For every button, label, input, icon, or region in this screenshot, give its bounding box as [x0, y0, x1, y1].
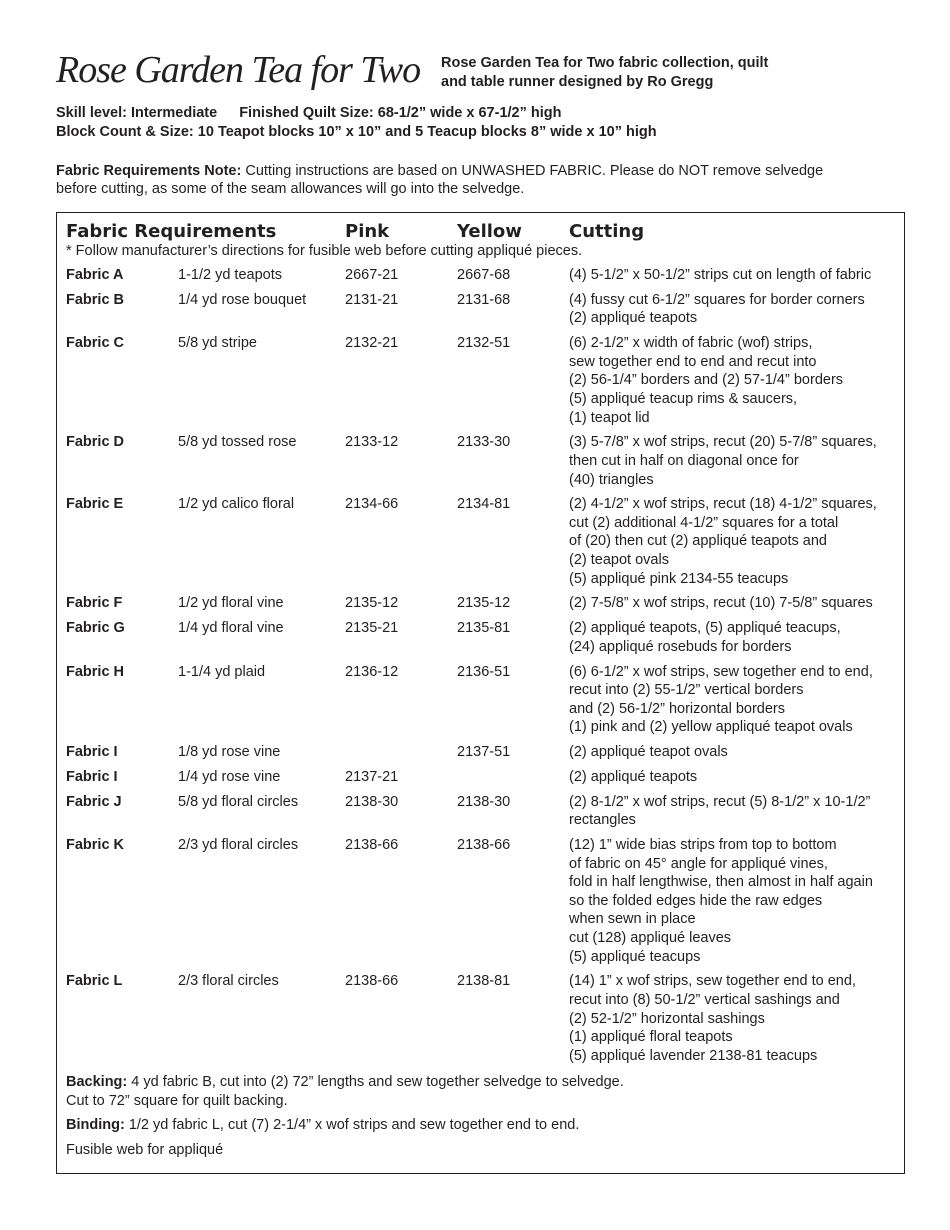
- cutting-line: (2) 4-1/2” x wof strips, recut (18) 4-1/2” squares,: [569, 496, 877, 513]
- cutting-line: then cut in half on diagonal once for: [569, 452, 799, 469]
- cutting-instructions: [569, 743, 904, 762]
- fabric-description: 2/3 floral circles: [178, 973, 279, 990]
- cutting-line: cut (128) appliqué leaves: [569, 930, 732, 947]
- yellow-sku: 2135-12: [457, 595, 511, 612]
- pink-sku: 2138-66: [345, 973, 399, 990]
- yellow-sku: 2138-30: [457, 793, 511, 810]
- cutting-instructions: [569, 972, 904, 1065]
- fabric-name: Fabric H: [66, 663, 125, 680]
- backing-line-2: Cut to 72” square for quilt backing.: [66, 1092, 288, 1109]
- cutting-line: (6) 6-1/2” x wof strips, sew together end to end,: [569, 663, 873, 680]
- note-line-2: before cutting, as some of the seam allowances will go into the selvedge.: [56, 181, 525, 197]
- table-row: [57, 619, 904, 656]
- fabric-description: 1/8 yd rose vine: [178, 744, 281, 761]
- table-row: [57, 594, 904, 613]
- cutting-instructions: [569, 291, 904, 328]
- table-rows: [57, 266, 904, 1072]
- block-count: Block Count & Size: 10 Teapot blocks 10” x 10” and 5 Teacup blocks 8” wide x 10” high: [56, 124, 657, 140]
- fabric-description: 5/8 yd stripe: [178, 335, 257, 352]
- yellow-sku: 2133-30: [457, 434, 511, 451]
- yellow-sku: 2134-81: [457, 496, 511, 513]
- pink-sku: 2135-12: [345, 595, 399, 612]
- table-row: [57, 663, 904, 737]
- cutting-line: recut into (2) 55-1/2” vertical borders: [569, 682, 804, 699]
- cutting-line: (2) 8-1/2” x wof strips, recut (5) 8-1/2” x 10-1/2”: [569, 793, 871, 810]
- cutting-line: and (2) 56-1/2” horizontal borders: [569, 700, 786, 717]
- cutting-line: (1) pink and (2) yellow appliqué teapot ovals: [569, 719, 853, 736]
- note-text: Cutting instructions are based on UNWASHED FABRIC. Please do NOT remove selvedge: [241, 163, 824, 179]
- pink-sku: 2138-30: [345, 793, 399, 810]
- fabric-name: Fabric C: [66, 335, 125, 352]
- tagline: [441, 54, 881, 92]
- fabric-description: 1/4 yd rose vine: [178, 768, 281, 785]
- cutting-line: (24) appliqué rosebuds for borders: [569, 638, 792, 655]
- table-row: [57, 768, 904, 787]
- table-row: [57, 836, 904, 966]
- pink-sku: 2133-12: [345, 434, 399, 451]
- pink-sku: 2134-66: [345, 496, 399, 513]
- cutting-line: (1) appliqué floral teapots: [569, 1029, 733, 1046]
- table-row: [57, 495, 904, 588]
- fusible-subnote: * Follow manufacturer’s directions for fusible web before cutting appliqué pieces.: [66, 243, 583, 259]
- note-label: Fabric Requirements Note:: [56, 163, 242, 179]
- binding-text: 1/2 yd fabric L, cut (7) 2-1/4” x wof strips and sew together end to end.: [124, 1117, 580, 1133]
- yellow-sku: 2135-81: [457, 620, 511, 637]
- cutting-instructions: [569, 793, 904, 830]
- cutting-line: (2) appliqué teapots: [569, 768, 698, 785]
- cutting-line: (5) appliqué lavender 2138-81 teacups: [569, 1047, 818, 1064]
- cutting-line: (6) 2-1/2” x width of fabric (wof) strips,: [569, 335, 813, 352]
- cutting-line: (2) 52-1/2” horizontal sashings: [569, 1010, 765, 1027]
- table-row: [57, 433, 904, 489]
- script-title: Rose Garden Tea for Two: [56, 49, 421, 91]
- fabric-description: 1/4 yd floral vine: [178, 620, 284, 637]
- pink-sku: 2135-21: [345, 620, 399, 637]
- cutting-line: when sewn in place: [569, 911, 696, 928]
- fabric-description: 1/4 yd rose bouquet: [178, 291, 307, 308]
- fusible-web: Fusible web for appliqué: [66, 1142, 224, 1158]
- pink-sku: 2132-21: [345, 335, 399, 352]
- cutting-line: sew together end to end and recut into: [569, 353, 817, 370]
- cutting-instructions: [569, 663, 904, 737]
- cutting-line: of fabric on 45° angle for appliqué vines,: [569, 855, 828, 872]
- tagline-line: Rose Garden Tea for Two fabric collection, quilt: [441, 55, 769, 71]
- fabric-name: Fabric G: [66, 620, 125, 637]
- yellow-sku: 2667-68: [457, 267, 511, 283]
- table-row: [57, 334, 904, 427]
- fabric-name: Fabric A: [66, 267, 124, 283]
- cutting-line: (40) triangles: [569, 471, 654, 488]
- cutting-line: (2) appliqué teapot ovals: [569, 744, 728, 761]
- fabric-description: 1-1/2 yd teapots: [178, 267, 282, 283]
- yellow-sku: 2132-51: [457, 335, 511, 352]
- cutting-line: (2) appliqué teapots, (5) appliqué teacups,: [569, 620, 841, 637]
- fabric-name: Fabric E: [66, 496, 124, 513]
- binding-info: [66, 1116, 579, 1135]
- cutting-line: (2) 7-5/8” x wof strips, recut (10) 7-5/8” squares: [569, 595, 873, 612]
- cutting-line: (3) 5-7/8” x wof strips, recut (20) 5-7/8” squares,: [569, 434, 877, 451]
- cutting-line: so the folded edges hide the raw edges: [569, 892, 823, 909]
- fabric-note: [56, 162, 916, 198]
- backing-line-1: [66, 1073, 624, 1092]
- cutting-line: (4) 5-1/2” x 50-1/2” strips cut on length of fabric: [569, 267, 872, 283]
- table-row: [57, 972, 904, 1065]
- cutting-instructions: [569, 495, 904, 588]
- cutting-instructions: [569, 266, 904, 285]
- cutting-instructions: [569, 768, 904, 787]
- cutting-instructions: [569, 619, 904, 656]
- fabric-name: Fabric K: [66, 837, 125, 854]
- table-row: [57, 291, 904, 328]
- cutting-instructions: [569, 836, 904, 966]
- table-row: [57, 793, 904, 830]
- specs-line-1: [56, 104, 657, 123]
- yellow-sku: 2138-81: [457, 973, 511, 990]
- fabric-description: 2/3 yd floral circles: [178, 837, 299, 854]
- pink-sku: [345, 743, 457, 762]
- fabric-description: 1/2 yd floral vine: [178, 595, 284, 612]
- fabric-name: Fabric B: [66, 291, 125, 308]
- header-pink: Pink: [345, 221, 390, 242]
- pink-sku: 2137-21: [345, 768, 399, 785]
- fabric-name: Fabric L: [66, 973, 123, 990]
- fabric-requirements-table: [56, 212, 905, 1174]
- pink-sku: 2136-12: [345, 663, 399, 680]
- cutting-line: (5) appliqué teacup rims & saucers,: [569, 390, 798, 407]
- yellow-sku: 2131-68: [457, 291, 511, 308]
- cutting-line: rectangles: [569, 812, 636, 829]
- skill-level: Skill level: Intermediate: [56, 105, 218, 121]
- cutting-line: (14) 1” x wof strips, sew together end to end,: [569, 973, 856, 990]
- note-line-1: [56, 162, 916, 180]
- cutting-line: (2) 56-1/4” borders and (2) 57-1/4” borders: [569, 372, 844, 389]
- cutting-line: (1) teapot lid: [569, 409, 650, 426]
- fabric-description: 1/2 yd calico floral: [178, 496, 295, 513]
- fabric-name: Fabric J: [66, 793, 122, 810]
- table-row: [57, 743, 904, 762]
- cutting-line: (5) appliqué teacups: [569, 948, 701, 965]
- cutting-line: fold in half lengthwise, then almost in half again: [569, 874, 873, 891]
- cutting-instructions: [569, 594, 904, 613]
- cutting-line: (5) appliqué pink 2134-55 teacups: [569, 570, 789, 587]
- header-yellow: Yellow: [457, 221, 522, 242]
- cutting-line: of (20) then cut (2) appliqué teapots and: [569, 533, 827, 550]
- quilt-specs: [56, 104, 657, 142]
- table-row: [57, 266, 904, 285]
- cutting-line: cut (2) additional 4-1/2” squares for a total: [569, 514, 839, 531]
- fabric-name: Fabric I: [66, 768, 118, 785]
- binding-label: Binding:: [66, 1117, 125, 1133]
- pink-sku: 2131-21: [345, 291, 399, 308]
- pink-sku: 2138-66: [345, 837, 399, 854]
- cutting-line: (2) teapot ovals: [569, 552, 669, 569]
- fabric-description: 5/8 yd floral circles: [178, 793, 299, 810]
- fabric-name: Fabric D: [66, 434, 125, 451]
- backing-label: Backing:: [66, 1074, 128, 1090]
- cutting-line: (12) 1” wide bias strips from top to bottom: [569, 837, 837, 854]
- yellow-sku: 2136-51: [457, 663, 511, 680]
- fabric-description: 1-1/4 yd plaid: [178, 663, 266, 680]
- tagline-line: and table runner designed by Ro Gregg: [441, 74, 714, 90]
- header-cutting: Cutting: [569, 221, 645, 242]
- backing-text: 4 yd fabric B, cut into (2) 72” lengths and sew together selvedge to selvedge.: [127, 1074, 624, 1090]
- fabric-name: Fabric F: [66, 595, 123, 612]
- header-fabric: Fabric Requirements: [66, 221, 277, 242]
- cutting-line: recut into (8) 50-1/2” vertical sashings and: [569, 992, 840, 1009]
- cutting-instructions: [569, 334, 904, 427]
- pink-sku: 2667-21: [345, 267, 399, 283]
- fabric-description: 5/8 yd tossed rose: [178, 434, 297, 451]
- cutting-instructions: [569, 433, 904, 489]
- yellow-sku: 2137-51: [457, 744, 511, 761]
- yellow-sku: [457, 768, 569, 787]
- backing-info: [66, 1073, 624, 1110]
- cutting-line: (4) fussy cut 6-1/2” squares for border corners: [569, 291, 865, 308]
- finished-size: Finished Quilt Size: 68-1/2” wide x 67-1/2” high: [239, 105, 562, 121]
- fabric-name: Fabric I: [66, 744, 118, 761]
- yellow-sku: 2138-66: [457, 837, 511, 854]
- cutting-line: (2) appliqué teapots: [569, 310, 698, 327]
